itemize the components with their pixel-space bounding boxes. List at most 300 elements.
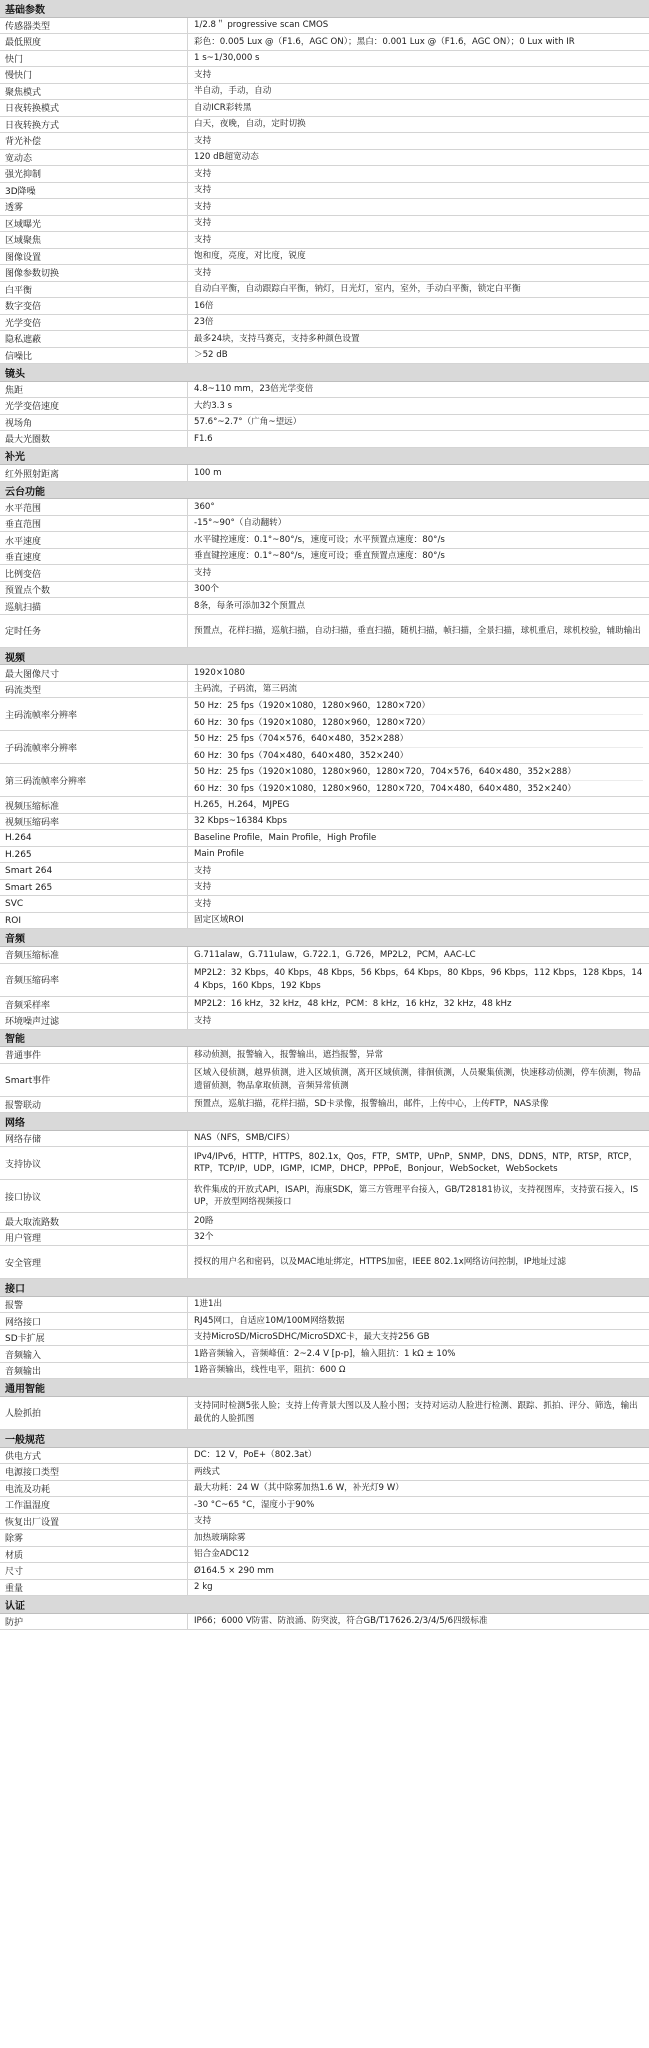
spec-value [188,1064,649,1096]
spec-row [0,830,649,847]
spec-label: 日夜转换模式 [0,100,188,116]
spec-row [0,797,649,814]
spec-value-line: 支持同时检测5张人脸；支持上传背景大图以及人脸小图；支持对运动人脸进行检测、跟踪、抓拍、评分、筛选，输出最优的人脸抓图 [194,1401,638,1424]
spec-value [188,847,649,863]
spec-value [188,331,649,347]
spec-value [188,1147,649,1179]
spec-row [0,1147,649,1180]
spec-label: 网络接口 [0,1313,188,1329]
spec-label: 光学变倍速度 [0,398,188,414]
spec-row [0,1464,649,1481]
spec-value-line: 授权的用户名和密码，以及MAC地址绑定，HTTPS加密，IEEE 802.1x网络访问控制，IP地址过滤 [194,1257,566,1268]
spec-label: 区域聚焦 [0,232,188,248]
spec-value-line: 饱和度，亮度，对比度，锐度 [194,251,306,262]
spec-row [0,1614,649,1631]
spec-label: 垂直范围 [0,516,188,532]
spec-value-line: IPv4/IPv6，HTTP，HTTPS，802.1x，Qos，FTP，SMTP，UPnP，SNMP，DNS，DDNS，NTP，RTSP，RTCP，RTP，TCP/IP，UDP，IGMP，ICMP，DHCP，PPPoE，Bonjour，WebSocket，WebSockets [194,1151,638,1175]
spec-row [0,100,649,117]
spec-label: 图像设置 [0,249,188,265]
spec-label: 主码流帧率分辨率 [0,698,188,730]
section-header: 音频 [0,929,649,947]
spec-row [0,216,649,233]
spec-row [0,1230,649,1247]
spec-value-line: 铝合金ADC12 [194,1549,250,1560]
spec-row [0,1064,649,1097]
spec-row [0,1497,649,1514]
spec-value [188,880,649,896]
spec-value-line: 23倍 [194,317,214,328]
spec-label: 图像参数切换 [0,265,188,281]
spec-row [0,913,649,930]
section-header: 网络 [0,1113,649,1131]
spec-label: Smart 265 [0,880,188,896]
spec-row [0,133,649,150]
spec-row [0,665,649,682]
spec-value [188,415,649,431]
spec-value [188,549,649,565]
spec-row [0,896,649,913]
spec-value [188,1013,649,1029]
spec-value [188,665,649,681]
spec-value [188,34,649,50]
spec-label: 传感器类型 [0,18,188,34]
spec-value-line: 60 Hz：30 fps（704×480，640×480，352×240） [194,750,409,761]
spec-value-line: 16倍 [194,300,214,311]
spec-label: 定时任务 [0,615,188,647]
spec-value-line: ＞52 dB [194,350,228,361]
spec-row [0,415,649,432]
spec-value-line: 1/2.8＂ progressive scan CMOS [194,20,329,31]
spec-value-line: 最大功耗：24 W（其中除雾加热1.6 W，补光灯9 W） [194,1483,404,1494]
spec-label: 音频输出 [0,1363,188,1379]
spec-value-line: 32 Kbps~16384 Kbps [194,816,287,827]
spec-value [188,1580,649,1596]
spec-row [0,1097,649,1114]
spec-value-line: 1路音频输入，音频峰值：2~2.4 V [p-p]，输入阻抗：1 kΩ ± 10% [194,1348,456,1359]
spec-value-line: 100 m [194,467,222,478]
spec-value-line: 固定区域ROI [194,915,244,926]
spec-value [188,964,649,996]
spec-value-line: IP66；6000 V防雷、防浪涌、防突波，符合GB/T17626.2/3/4/5/6四级标准 [194,1616,488,1627]
spec-value-line: G.711alaw，G.711ulaw，G.722.1，G.726，MP2L2，PCM，AAC-LC [194,949,476,960]
spec-value [188,232,649,248]
spec-row [0,582,649,599]
spec-value-line: 300个 [194,584,219,595]
spec-row [0,499,649,516]
spec-value-line: 1 s~1/30,000 s [194,53,260,64]
spec-row [0,1397,649,1430]
spec-value-line: 垂直键控速度：0.1°~80°/s，速度可设；垂直预置点速度：80°/s [194,551,445,562]
spec-value-line: 60 Hz：30 fps（1920×1080，1280×960，1280×720） [194,717,431,728]
spec-value [188,1547,649,1563]
spec-label: 重量 [0,1580,188,1596]
spec-row [0,1297,649,1314]
spec-value-line: 支持MicroSD/MicroSDHC/MicroSDXC卡，最大支持256 GB [194,1332,430,1343]
spec-row [0,18,649,35]
spec-label: 隐私遮蔽 [0,331,188,347]
section-header: 一般规范 [0,1430,649,1448]
section-header: 云台功能 [0,482,649,500]
spec-row [0,166,649,183]
spec-value [188,382,649,398]
spec-value [188,814,649,830]
spec-value [188,698,649,730]
spec-row [0,282,649,299]
spec-value-line: 软件集成的开放式API，ISAPI，海康SDK，第三方管理平台接入，GB/T28181协议，支持视图库，支持萤石接入，ISUP，开放型网络视频接口 [194,1184,639,1208]
spec-value-line: 两线式 [194,1466,220,1477]
spec-label: 巡航扫描 [0,598,188,614]
spec-value [188,499,649,515]
spec-value [188,465,649,481]
spec-value-line: 彩色：0.005 Lux @（F1.6，AGC ON）；黑白：0.001 Lux @（F1.6，AGC ON）；0 Lux with IR [194,36,575,47]
spec-label: 3D降噪 [0,183,188,199]
spec-row [0,51,649,68]
spec-value [188,1464,649,1480]
spec-label: 快门 [0,51,188,67]
section-header: 补光 [0,448,649,466]
section-header: 认证 [0,1596,649,1614]
spec-value-line: 20路 [194,1215,214,1226]
spec-label: 区域曝光 [0,216,188,232]
spec-value [188,1614,649,1630]
spec-value [188,431,649,447]
spec-row [0,431,649,448]
spec-label: 预置点个数 [0,582,188,598]
spec-value-line: Main Profile [194,849,244,860]
spec-value-line: 支持 [194,201,212,212]
spec-row [0,1363,649,1380]
spec-value-line: 120 dB超宽动态 [194,152,259,163]
spec-value [188,1180,649,1212]
spec-value [188,1363,649,1379]
spec-row [0,150,649,167]
spec-value [188,348,649,364]
spec-value-line: 支持 [194,898,212,909]
spec-label: 信噪比 [0,348,188,364]
spec-label: 报警 [0,1297,188,1313]
spec-value-line: 支持 [194,135,212,146]
spec-label: H.264 [0,830,188,846]
spec-value-line: 支持 [194,185,212,196]
spec-row [0,232,649,249]
spec-row [0,265,649,282]
spec-value [188,598,649,614]
spec-label: Smart事件 [0,1064,188,1096]
section-header: 接口 [0,1279,649,1297]
spec-value-line: 2 kg [194,1582,213,1593]
spec-value-line: 32个 [194,1232,214,1243]
spec-value [188,1213,649,1229]
spec-label: 日夜转换方式 [0,117,188,133]
spec-row [0,1514,649,1531]
spec-value-line: 主码流，子码流，第三码流 [194,684,298,695]
spec-row [0,565,649,582]
spec-value [188,1131,649,1147]
spec-label: 接口协议 [0,1180,188,1212]
spec-row [0,1530,649,1547]
spec-label: 防护 [0,1614,188,1630]
spec-row [0,1563,649,1580]
spec-label: 码流类型 [0,682,188,698]
spec-row [0,1547,649,1564]
spec-value-line: 最多24块，支持马赛克，支持多种颜色设置 [194,333,360,344]
spec-value-line: 自动ICR彩转黑 [194,102,252,113]
spec-value [188,797,649,813]
spec-value [188,731,649,763]
spec-label: 最大图像尺寸 [0,665,188,681]
spec-label: 水平范围 [0,499,188,515]
section-header: 基础参数 [0,0,649,18]
spec-value-line: 57.6°~2.7°（广角~望远） [194,417,302,428]
spec-row [0,348,649,365]
section-header: 视频 [0,648,649,666]
spec-row [0,1580,649,1597]
spec-label: 比例变倍 [0,565,188,581]
spec-value-line: -30 °C~65 °C，湿度小于90% [194,1499,315,1510]
spec-value [188,133,649,149]
spec-row [0,682,649,699]
spec-value [188,315,649,331]
spec-row [0,964,649,997]
spec-label: 透雾 [0,199,188,215]
spec-row [0,1013,649,1030]
spec-row [0,847,649,864]
spec-label: ROI [0,913,188,929]
spec-row [0,117,649,134]
spec-value [188,282,649,298]
spec-label: 光学变倍 [0,315,188,331]
spec-value-line: 1920×1080 [194,667,245,678]
spec-value-line: 预置点，巡航扫描，花样扫描，SD卡录像，报警输出，邮件，上传中心，上传FTP，NAS录像 [194,1099,549,1110]
spec-label: 用户管理 [0,1230,188,1246]
spec-value-line: 1进1出 [194,1299,223,1310]
spec-value-line: RJ45网口，自适应10M/100M网络数据 [194,1315,345,1326]
spec-value-line: 支持 [194,1015,212,1026]
spec-label: 数字变倍 [0,298,188,314]
spec-value [188,582,649,598]
spec-value [188,249,649,265]
spec-label: 视频压缩标准 [0,797,188,813]
spec-row [0,331,649,348]
spec-label: 第三码流帧率分辨率 [0,764,188,796]
spec-value [188,1297,649,1313]
spec-label: 环境噪声过滤 [0,1013,188,1029]
spec-value-line: DC：12 V，PoE+（802.3at） [194,1450,317,1461]
spec-label: 工作温湿度 [0,1497,188,1513]
spec-row [0,731,649,764]
spec-value [188,1481,649,1497]
spec-row [0,199,649,216]
spec-value [188,947,649,963]
spec-label: 白平衡 [0,282,188,298]
spec-label: 水平速度 [0,532,188,548]
spec-value [188,117,649,133]
spec-label: 宽动态 [0,150,188,166]
spec-row [0,814,649,831]
spec-label: Smart 264 [0,863,188,879]
spec-label: 最大光圈数 [0,431,188,447]
spec-value-line: 白天，夜晚，自动，定时切换 [194,119,306,130]
spec-value [188,516,649,532]
spec-value [188,265,649,281]
spec-value [188,18,649,34]
spec-value [188,1530,649,1546]
spec-label: 慢快门 [0,67,188,83]
spec-value [188,830,649,846]
spec-value [188,913,649,929]
spec-value [188,1397,649,1429]
spec-value-line: 半自动，手动，自动 [194,86,272,97]
spec-row [0,516,649,533]
spec-value-line: NAS（NFS，SMB/CIFS） [194,1133,295,1144]
spec-value [188,1448,649,1464]
spec-label: 音频压缩码率 [0,964,188,996]
spec-row [0,1448,649,1465]
spec-label: 背光补偿 [0,133,188,149]
spec-label: 尺寸 [0,1563,188,1579]
spec-value-line: 360° [194,501,215,512]
spec-label: 焦距 [0,382,188,398]
spec-value [188,532,649,548]
spec-row [0,84,649,101]
spec-value [188,1497,649,1513]
spec-value [188,51,649,67]
spec-row [0,1213,649,1230]
spec-label: SVC [0,896,188,912]
spec-row [0,1313,649,1330]
spec-value-line: 大约3.3 s [194,400,233,411]
spec-label: 支持协议 [0,1147,188,1179]
spec-value [188,100,649,116]
spec-label: 供电方式 [0,1448,188,1464]
spec-value-line: 60 Hz：30 fps（1920×1080，1280×960，1280×720，704×480，640×480，352×240） [194,783,576,794]
spec-row [0,1481,649,1498]
spec-value-line: F1.6 [194,433,213,444]
spec-value-line: 移动侦测，报警输入，报警输出，遮挡报警，异常 [194,1049,384,1060]
spec-value [188,1246,649,1278]
spec-value [188,398,649,414]
spec-value-line: 50 Hz：25 fps（1920×1080，1280×960，1280×720，704×576，640×480，352×288） [194,764,643,781]
spec-label: 聚焦模式 [0,84,188,100]
spec-value-line: 50 Hz：25 fps（1920×1080，1280×960，1280×720） [194,698,643,715]
spec-value [188,166,649,182]
spec-value [188,84,649,100]
section-header: 智能 [0,1030,649,1048]
spec-row [0,698,649,731]
spec-label: 网络存储 [0,1131,188,1147]
spec-value-line: 支持 [194,882,212,893]
spec-value-line: 区域入侵侦测，越界侦测，进入区域侦测，离开区域侦测，徘徊侦测，人员聚集侦测，快速移动侦测，停车侦测，物品遗留侦测，物品拿取侦测，音频异常侦测 [194,1068,641,1091]
spec-value-line: Ø164.5 × 290 mm [194,1565,274,1576]
spec-value [188,896,649,912]
spec-value-line: MP2L2：32 Kbps，40 Kbps，48 Kbps，56 Kbps，64 Kbps，80 Kbps，96 Kbps，112 Kbps，128 Kbps，144 Kbps，160 Kbps，192 Kbps [194,968,643,991]
spec-value-line: 加热玻璃除雾 [194,1532,246,1543]
spec-row [0,880,649,897]
spec-value [188,863,649,879]
spec-row [0,947,649,964]
spec-value [188,1330,649,1346]
spec-value-line: 水平键控速度：0.1°~80°/s，速度可设；水平预置点速度：80°/s [194,534,445,545]
spec-value-line: 1路音频输出，线性电平，阻抗：600 Ω [194,1365,346,1376]
spec-label: 恢复出厂设置 [0,1514,188,1530]
spec-label: 垂直速度 [0,549,188,565]
spec-value [188,764,649,796]
spec-row [0,1047,649,1064]
spec-value [188,615,649,647]
spec-label: 材质 [0,1547,188,1563]
spec-row [0,598,649,615]
spec-label: 音频采样率 [0,997,188,1013]
spec-row [0,532,649,549]
spec-row [0,298,649,315]
spec-label: 视频压缩码率 [0,814,188,830]
spec-row [0,34,649,51]
spec-label: 最大取流路数 [0,1213,188,1229]
spec-label: 安全管理 [0,1246,188,1278]
spec-value-line: 支持 [194,234,212,245]
spec-label: 普通事件 [0,1047,188,1063]
spec-row [0,183,649,200]
spec-label: 最低照度 [0,34,188,50]
spec-label: H.265 [0,847,188,863]
spec-label: 红外照射距离 [0,465,188,481]
spec-value-line: 4.8~110 mm，23倍光学变倍 [194,384,314,395]
spec-value [188,997,649,1013]
spec-row [0,1330,649,1347]
spec-row [0,465,649,482]
spec-value-line: MP2L2：16 kHz，32 kHz，48 kHz，PCM：8 kHz，16 kHz，32 kHz，48 kHz [194,999,512,1010]
spec-value [188,1313,649,1329]
spec-value-line: H.265，H.264，MJPEG [194,799,290,810]
section-header: 镜头 [0,364,649,382]
spec-label: 强光抑制 [0,166,188,182]
spec-row [0,1131,649,1148]
spec-value [188,199,649,215]
spec-value-line: -15°~90°（自动翻转） [194,518,287,529]
section-header: 通用智能 [0,1379,649,1397]
spec-row [0,764,649,797]
spec-value-line: 支持 [194,567,212,578]
spec-label: 报警联动 [0,1097,188,1113]
spec-value [188,1097,649,1113]
spec-value-line: 支持 [194,218,212,229]
spec-value [188,1230,649,1246]
spec-label: 人脸抓拍 [0,1397,188,1429]
spec-value-line: 50 Hz：25 fps（704×576，640×480，352×288） [194,731,643,748]
spec-label: SD卡扩展 [0,1330,188,1346]
spec-row [0,382,649,399]
spec-value-line: 支持 [194,168,212,179]
spec-row [0,315,649,332]
spec-label: 电源接口类型 [0,1464,188,1480]
spec-label: 音频压缩标准 [0,947,188,963]
spec-value [188,1563,649,1579]
spec-row [0,1246,649,1279]
spec-row [0,249,649,266]
spec-value [188,67,649,83]
spec-row [0,549,649,566]
spec-value [188,1047,649,1063]
spec-row [0,398,649,415]
spec-value-line: 支持 [194,69,212,80]
spec-value-line: 8条，每条可添加32个预置点 [194,600,305,611]
spec-value [188,150,649,166]
spec-label: 电流及功耗 [0,1481,188,1497]
spec-label: 除雾 [0,1530,188,1546]
spec-row [0,67,649,84]
spec-row [0,1346,649,1363]
spec-value-line: 支持 [194,1516,212,1527]
